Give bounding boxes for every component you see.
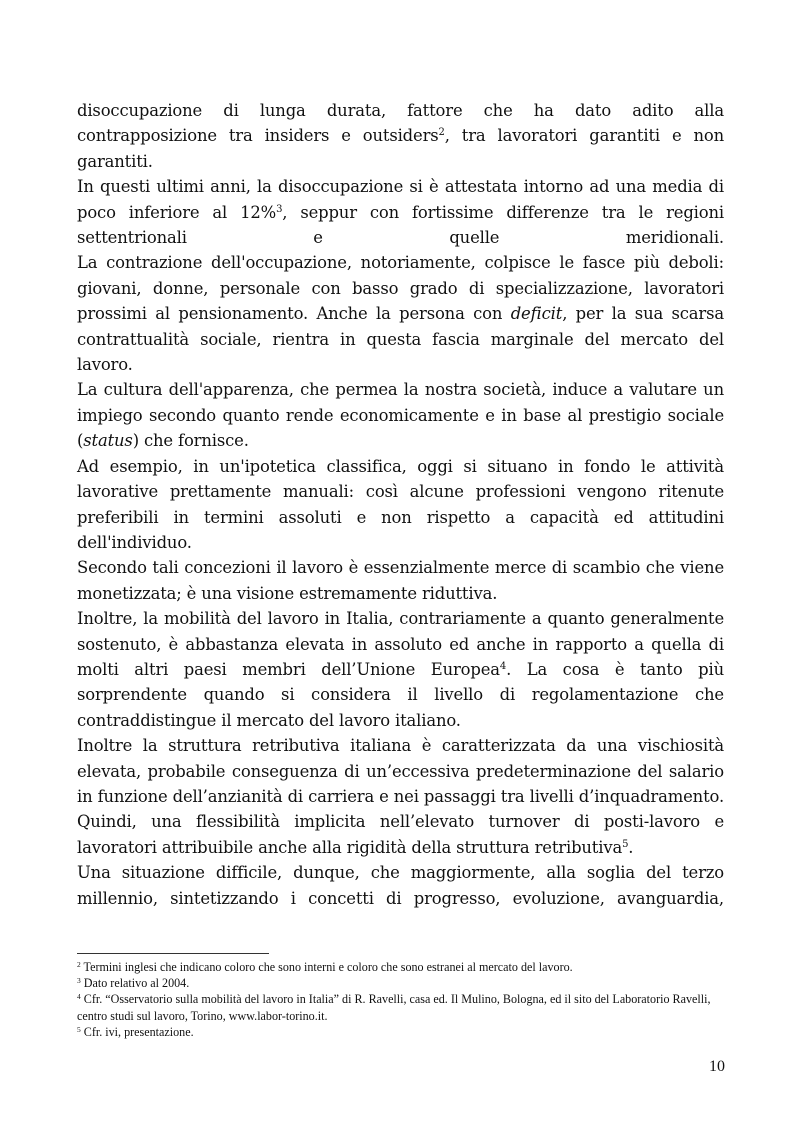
footnote-2 — [77, 959, 725, 975]
paragraph-8 — [77, 733, 724, 860]
paragraph-text: , seppur con fortissime differenze tra le regioni settentrionali e quelle meridionali. — [77, 202, 724, 248]
paragraph-6 — [77, 555, 724, 606]
paragraph-text: Secondo tali concezioni il lavoro è essenzialmente merce di scambio che viene monetizzata; è una visione estremamente riduttiva. — [77, 558, 724, 603]
paragraph-3 — [77, 250, 724, 377]
paragraph-7 — [77, 606, 724, 733]
paragraph-text: disoccupazione di lunga durata, fattore che ha dato adito alla contrapposizione tra insiders e outsiders — [77, 101, 724, 146]
footnote-reference: 5 — [622, 838, 629, 850]
paragraph-text: La contrazione dell'occupazione, notoriamente, colpisce le fasce più deboli: giovani, donne, personale con basso grado di specializzazione, lavoratori prossimi al pensionamento. Anche la persona con — [77, 253, 724, 324]
paragraph-4 — [77, 377, 724, 453]
footnote-mark: 3 — [77, 976, 81, 986]
paragraph-text: Inoltre la struttura retributiva italiana è caratterizzata da una vischiosità elevata, probabile conseguenza di un’eccessiva predeterminazione del salario in funzione dell’anzianità di carriera e nei passaggi tra livelli d’inquadramento. Quindi, una flessibilità implicita nell’elevato turnover di posti-lavoro e lavoratori attribuibile anche alla rigidità della struttura retributiva — [77, 736, 724, 857]
footnote-separator — [77, 953, 269, 954]
paragraph-text: In questi ultimi anni, la disoccupazione si è attestata intorno ad una media di poco inferiore al 12% — [77, 177, 724, 222]
paragraph-text: , tra lavoratori garantiti e non garantiti. — [77, 126, 724, 171]
footnote-text: Termini inglesi che indicano coloro che sono interni e coloro che sono estranei al mercato del lavoro. — [80, 960, 573, 974]
footnote-5 — [77, 1024, 725, 1040]
paragraph-text: ) che fornisce. — [132, 431, 249, 451]
footnote-mark: 2 — [77, 960, 81, 969]
paragraph-text: . La cosa è tanto più sorprendente quando si considera il livello di regolamentazione che contraddistingue il mercato del lavoro italiano. — [77, 659, 724, 730]
footnote-3 — [77, 975, 725, 991]
paragraph-5 — [77, 454, 724, 556]
emphasis-text: status — [83, 431, 133, 451]
footnote-reference: 2 — [438, 127, 445, 139]
footnote-reference: 4 — [499, 660, 507, 672]
page-number: 10 — [709, 1058, 725, 1075]
paragraph-2 — [77, 174, 724, 250]
emphasis-text: deficit — [510, 304, 563, 324]
paragraph-text: La cultura dell'apparenza, che permea la nostra società, induce a valutare un impiego secondo quanto rende economicamente e in base al prestigio sociale ( — [77, 380, 724, 451]
footnote-mark: 5 — [77, 1024, 81, 1034]
paragraph-text: Ad esempio, in un'ipotetica classifica, oggi si situano in fondo le attività lavorative prettamente manuali: così alcune professioni vengono ritenute preferibili in termini assoluti e non rispetto a capacità ed attitudini dell'individuo. — [77, 456, 724, 552]
footnote-text: Cfr. “Osservatorio sulla mobilità del lavoro in Italia” di R. Ravelli, casa ed. Il Mulino, Bologna, ed il sito del Laboratorio Ravelli, centro studi sul lavoro, Torino, www.labor-torino.it. — [77, 992, 711, 1023]
footnote-text: Cfr. ivi, presentazione. — [80, 1024, 194, 1039]
paragraph-text: Inoltre, la mobilità del lavoro in Italia, contrariamente a quanto generalmente sostenuto, è abbastanza elevata in assoluto ed anche in rapporto a quella di molti altri paesi membri dell’Unione Europea — [77, 609, 724, 679]
paragraph-text: , per la sua scarsa contrattualità sociale, rientra in questa fascia marginale del mercato del lavoro. — [77, 304, 724, 375]
paragraph-text: . — [628, 837, 634, 857]
paragraph-1 — [77, 98, 724, 174]
body-text — [77, 98, 724, 911]
footnote-reference: 3 — [276, 203, 283, 215]
paragraph-9 — [77, 860, 724, 911]
footnote-text: Dato relativo al 2004. — [80, 976, 190, 991]
footnotes — [77, 959, 725, 1040]
footnote-mark: 4 — [77, 992, 81, 1002]
footnote-4 — [77, 991, 725, 1023]
paragraph-text: Una situazione difficile, dunque, che maggiormente, alla soglia del terzo millennio, sintetizzando i concetti di progresso, evoluzione, avanguardia, — [77, 863, 724, 908]
